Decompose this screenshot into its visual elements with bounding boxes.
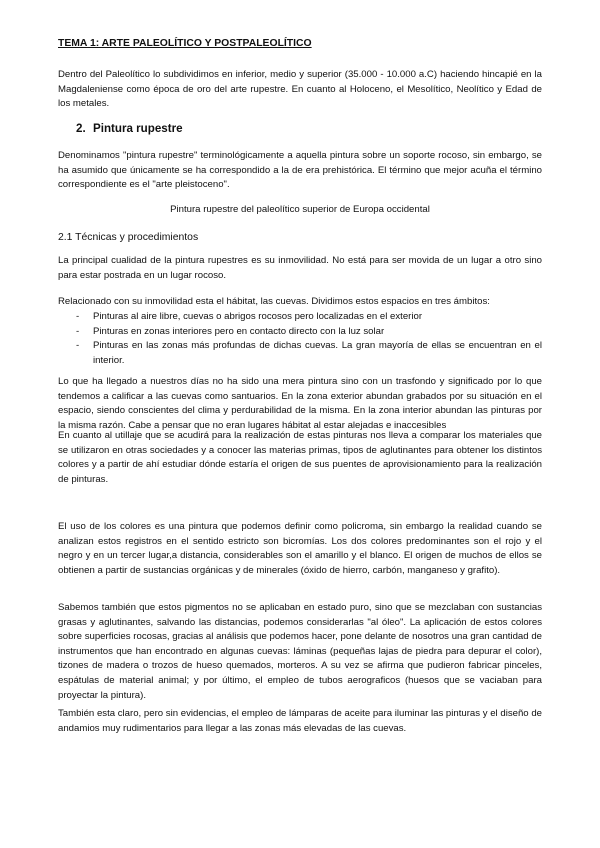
section-number: 2. [76,122,86,135]
colores-paragraph: El uso de los colores es una pintura que podemos definir como policroma, sin embargo la realidad cuando se analizan estos registros en el sentido estricto son bicromías. Los dos colores predominantes son el rojo y el negro y en un tercer lugar,a distancia, considerables son el amarillo y el blanco. El origen de muchos de ellos se obtienen a partir de sustancias orgánicas y de minerales (óxido de hierro, carbón, manganeso y grafito). [58,521,542,576]
list-item-text: Pinturas al aire libre, cuevas o abrigos rocosos pero localizadas en el exterior [93,311,423,322]
habitat-paragraph: Relacionado con su inmovilidad esta el hábitat, las cuevas. Dividimos estos espacios en tres ámbitos: [58,296,490,307]
pigmentos-paragraph: Sabemos también que estos pigmentos no se aplicaban en estado puro, sino que se mezclaban con sustancias grasas y aglutinantes, salvando las distancias, podemos considerarlas "al óleo". La aplicación de estos colores sobre superficies rocosas, gracias al análisis que podemos hacer, pone delante de nosotros una gran cantidad de instrumentos que han encontrado en algunas cuevas: láminas (pequeñas lajas de piedra para depurar el color), tizones de madera o trozos de hueso quemados, morteros. A su vez se afirma que pudieron fabricar pinceles, espátulas de material animal; y por último, el empleo de tubos aerograficos (huesos que se vaciaban para proyectar la pintura). [58,602,542,701]
list-item-text: Pinturas en las zonas más profundas de dichas cuevas. La gran mayoría de ellas se encuentran en el interior. [93,340,542,366]
list-item [58,310,542,325]
list-item-text: Pinturas en zonas interiores pero en contacto directo con la luz solar [93,325,385,337]
intro-paragraph: Dentro del Paleolítico lo subdividimos en inferior, medio y superior (35.000 - 10.000 a.C) haciendo hincapié en la Magdaleniense como época de oro del arte rupestre. En cuanto al Holoceno, el Mesolítico, Neolítico y Edad de los metales. [58,69,542,110]
bullet-marker: - [76,340,80,352]
santuarios-paragraph: Lo que ha llegado a nuestros días no ha sido una mera pintura sino con un trasfondo y significado por lo que tendemos a calificar a las cuevas como santuarios. En la zona exterior abundan grabados por su situación en el espacio, siendo conscientes del clima y perdurabilidad de la misma. En la zona interior abundan las pinturas por la misma razón. Cabe a pensar que no eran lugares hábitat al estar alejadas e inaccesibles [58,376,542,431]
inmovilidad-paragraph: La principal cualidad de la pintura rupestres es su inmovilidad. No está para ser movida de un lugar a otro sino para estar postrada en un lugar rocoso. [58,255,542,281]
document-title: TEMA 1: ARTE PALEOLÍTICO Y POSTPALEOLÍTICO [58,38,312,49]
lamparas-paragraph: También esta claro, pero sin evidencias, el empleo de lámparas de aceite para iluminar las pinturas y el diseño de andamios muy rudimentarios para llegar a las zonas más elevadas de las cuevas. [58,708,542,734]
section-title: Pintura rupestre [93,122,183,135]
list-item [58,325,542,340]
bullet-marker: - [76,325,80,337]
definition-paragraph: Denominamos "pintura rupestre" terminológicamente a aquella pintura sobre un soporte rocoso, sin embargo, se ha asumido que únicamente se ha correspondido a la de era prehistórica. El término que mejor acuña el término correspondiente es el "arte pleistoceno". [58,150,542,191]
section-heading [76,122,183,137]
bullet-marker: - [76,311,80,322]
list-item [58,339,542,368]
habitat-list [58,310,542,368]
subsection-heading: 2.1 Técnicas y procedimientos [58,232,199,243]
caption: Pintura rupestre del paleolítico superior de Europa occidental [170,204,430,215]
utillaje-paragraph: En cuanto al utillaje que se acudirá para la realización de estas pinturas nos lleva a comparar los materiales que se utilizaron en otras sociedades y a conocer las materias primas, tipos de aglutinantes para obtener los distintos colores y a partir de ahí estudiar dónde estaría el origen de sus puentes de aprovisionamiento para la realización de pinturas. [58,430,542,485]
